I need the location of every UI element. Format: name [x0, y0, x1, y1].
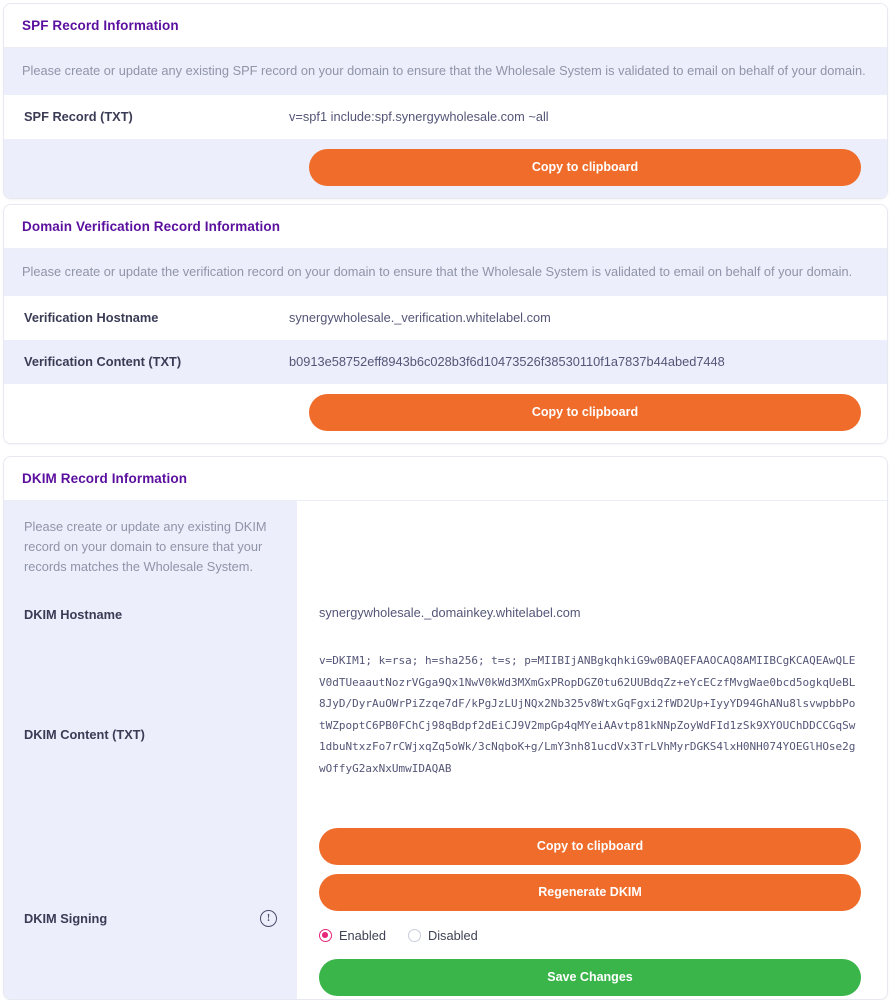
dkim-labels-column — [4, 501, 297, 998]
dkim-hostname-value-row — [297, 584, 887, 640]
dkim-copy-to-clipboard-button[interactable]: Copy to clipboard — [319, 828, 861, 865]
spf-description-text: Please create or update any existing SPF record on your domain to ensure that the Wholesale System is validated to email on behalf of your domain. — [22, 63, 866, 79]
dkim-signing-radio-group — [297, 911, 887, 959]
save-changes-button[interactable]: Save Changes — [319, 959, 861, 996]
domain-verification-card — [3, 204, 888, 444]
verification-button-wrapper — [4, 384, 887, 443]
dkim-hostname-value: synergywholesale._domainkey.whitelabel.com — [319, 604, 581, 620]
info-icon[interactable]: ! — [260, 910, 277, 927]
spf-button-wrapper — [4, 139, 887, 198]
spf-copy-to-clipboard-button[interactable]: Copy to clipboard — [309, 149, 861, 186]
verification-card-header — [4, 205, 887, 249]
verification-copy-to-clipboard-button[interactable]: Copy to clipboard — [309, 394, 861, 431]
dkim-card-body — [4, 501, 887, 998]
dkim-regenerate-button[interactable]: Regenerate DKIM — [319, 874, 861, 911]
spf-action-row — [4, 139, 887, 198]
dkim-hostname-label-row — [4, 587, 297, 643]
verification-card-title: Domain Verification Record Information — [22, 219, 281, 234]
spf-record-card — [3, 3, 888, 199]
verification-action-row — [4, 384, 887, 443]
dkim-hostname-label: DKIM Hostname — [24, 607, 123, 623]
spf-card-title: SPF Record Information — [22, 18, 179, 33]
dkim-content-value: v=DKIM1; k=rsa; h=sha256; t=s; p=MIIBIjANBgkqhkiG9w0BAQEFAAOCAQ8AMIIBCgKCAQEAwQLEV0dTUeaautNozrVGga9Qx1NwV0kWd3MXmGxPRopDGZ0tu62UUBdqZz+eYcECzfMvgWae0bcd5ogkqUeBL8JyD/DyrAuOWrPiZzqe7dF/kPgJzLUjNQx2Nb325v8WtxGqFgxi2fWD2Up+IyyYD94GhANu8lsvwpbbPotWZpoptC6PB0FChCj98qBdpf2dEiCJ9V2mpGp4qMYeiAAvtp81kNNpZoyWdFId1zSk9XYOUChDDCCGqSw1dbuNtxzFo7rCWjxqZq5oWk/3cNqboK+g/LmY3nh81ucdVx3TrLVhMyrDGKS4lxH0NH074YOEGlHOse2gwOffyG2axNxUmwIDAQAB — [319, 654, 856, 775]
verification-hostname-label: Verification Hostname — [24, 310, 159, 326]
verification-description-row — [4, 249, 887, 296]
dkim-values-column — [297, 501, 887, 998]
verification-hostname-row — [4, 296, 887, 340]
dkim-signing-disabled-label: Disabled — [427, 927, 478, 943]
dkim-signing-label-row — [4, 895, 297, 943]
spf-record-value: v=spf1 include:spf.synergywholesale.com ~all — [289, 109, 549, 125]
verification-description-text: Please create or update the verification record on your domain to ensure that the Wholesale System is validated to email on behalf of your domain. — [22, 264, 853, 280]
dkim-content-value-row — [297, 640, 887, 824]
verification-hostname-value: synergywholesale._verification.whitelabel.com — [289, 310, 551, 326]
radio-enabled-icon[interactable] — [319, 929, 332, 942]
spf-record-label: SPF Record (TXT) — [24, 109, 133, 125]
dkim-save-area — [297, 959, 887, 996]
dkim-signing-disabled-option[interactable] — [408, 928, 478, 943]
dkim-signing-label: DKIM Signing — [24, 911, 108, 927]
dkim-content-label-row — [4, 643, 297, 827]
spf-description-row — [4, 48, 887, 95]
dkim-button-area — [297, 824, 887, 911]
dkim-right-top-spacer — [297, 501, 887, 584]
dkim-signing-enabled-option[interactable] — [319, 928, 386, 943]
verification-content-row — [4, 340, 887, 384]
dkim-description-text: Please create or update any existing DKIM record on your domain to ensure that your records matches the Wholesale System. — [24, 519, 267, 574]
dkim-left-tail-spacer — [4, 943, 297, 999]
spf-record-row — [4, 95, 887, 139]
dkim-record-card — [3, 456, 888, 1000]
dkim-card-title: DKIM Record Information — [22, 471, 188, 486]
radio-disabled-icon[interactable] — [408, 929, 421, 942]
spf-card-header — [4, 4, 887, 48]
dkim-card-header — [4, 457, 887, 501]
dkim-left-spacer — [4, 827, 297, 895]
dkim-content-label: DKIM Content (TXT) — [24, 727, 145, 743]
dkim-signing-enabled-label: Enabled — [339, 927, 386, 943]
verification-content-label: Verification Content (TXT) — [24, 354, 182, 370]
verification-content-value: b0913e58752eff8943b6c028b3f6d10473526f38530110f1a7837b44abed7448 — [289, 354, 725, 370]
